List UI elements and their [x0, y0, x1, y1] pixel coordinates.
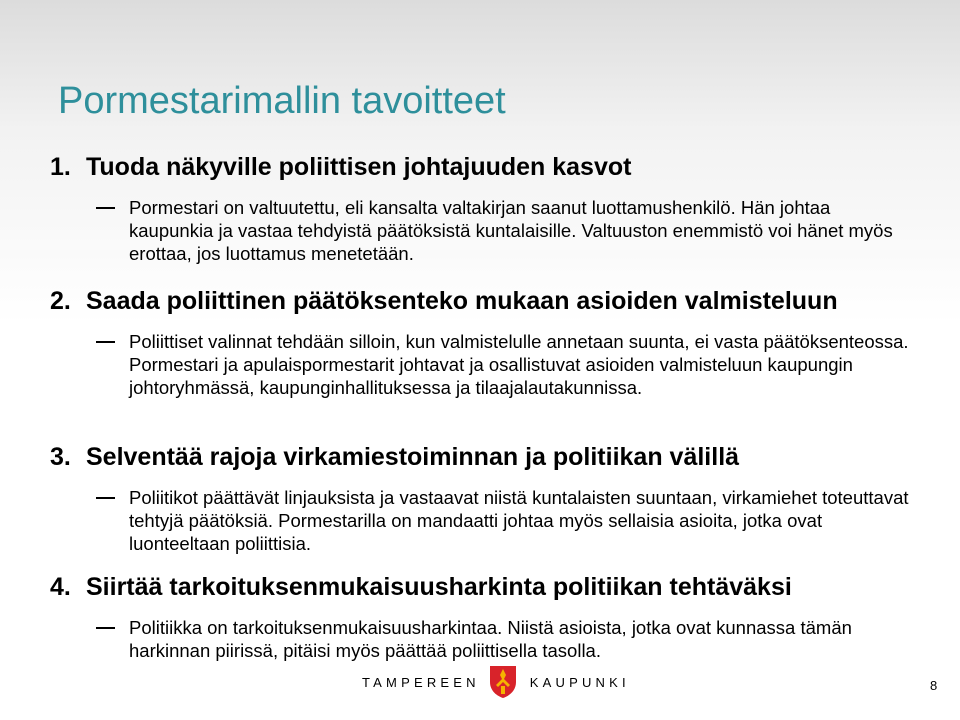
goal-bullet-text: Politiikka on tarkoituksenmukaisuusharkintaa. Niistä asioista, jotka ovat kunnassa tämän harkinnan piirissä, pitäisi myös päättää poliittisella tasolla.	[129, 617, 852, 661]
tampere-crest-icon	[488, 664, 518, 700]
goal-bullet	[50, 330, 910, 399]
goal-bullet	[50, 486, 910, 555]
dash-icon	[96, 207, 115, 209]
goal-bullet-text: Poliitikot päättävät linjauksista ja vastaavat niistä kuntalaisten suuntaan, virkamiehet toteuttavat tehtyjä päätöksiä. Pormestarilla on mandaatti johtaa myös sellaisia asioita, jotka ovat luonteeltaan poliittisia.	[129, 487, 909, 554]
goal-heading-text: Saada poliittinen päätöksenteko mukaan asioiden valmisteluun	[86, 287, 838, 315]
goal-heading	[50, 442, 910, 472]
page-number: 8	[930, 678, 938, 693]
logo-text-left: TAMPEREEN	[362, 674, 480, 690]
goal-bullet-text: Pormestari on valtuutettu, eli kansalta valtakirjan saanut luottamushenkilö. Hän johtaa kaupunkia ja vastaa tehdyistä päätöksistä kuntalaisille. Valtuuston enemmistö voi hänet myös erottaa, jos luottamus menetetään.	[129, 197, 893, 264]
goal-number: 3.	[50, 443, 71, 471]
goal-item-1	[50, 152, 910, 265]
goal-heading-text: Selventää rajoja virkamiestoiminnan ja politiikan välillä	[86, 443, 740, 471]
goal-heading-text: Siirtää tarkoituksenmukaisuusharkinta politiikan tehtäväksi	[86, 573, 792, 601]
goal-number: 1.	[50, 153, 71, 181]
goal-bullet	[50, 616, 910, 662]
goal-item-2	[50, 286, 910, 399]
dash-icon	[96, 341, 115, 343]
goal-number: 2.	[50, 287, 71, 315]
goal-heading	[50, 572, 910, 602]
goal-heading-text: Tuoda näkyville poliittisen johtajuuden kasvot	[86, 153, 632, 181]
city-logo	[362, 664, 630, 700]
goal-heading	[50, 152, 910, 182]
dash-icon	[96, 497, 115, 499]
goal-item-3	[50, 442, 910, 555]
goal-number: 4.	[50, 573, 71, 601]
goal-heading	[50, 286, 910, 316]
slide-title: Pormestarimallin tavoitteet	[58, 80, 506, 122]
goal-bullet	[50, 196, 910, 265]
goal-item-4	[50, 572, 910, 662]
goal-bullet-text: Poliittiset valinnat tehdään silloin, kun valmistelulle annetaan suunta, ei vasta päätöksenteossa. Pormestari ja apulaispormestarit johtavat ja osallistuvat asioiden valmisteluun kaupungin johtoryhmässä, kaupunginhallituksessa ja tilaajalautakunnissa.	[129, 331, 909, 398]
logo-text-right: KAUPUNKI	[529, 674, 630, 690]
dash-icon	[96, 627, 115, 629]
